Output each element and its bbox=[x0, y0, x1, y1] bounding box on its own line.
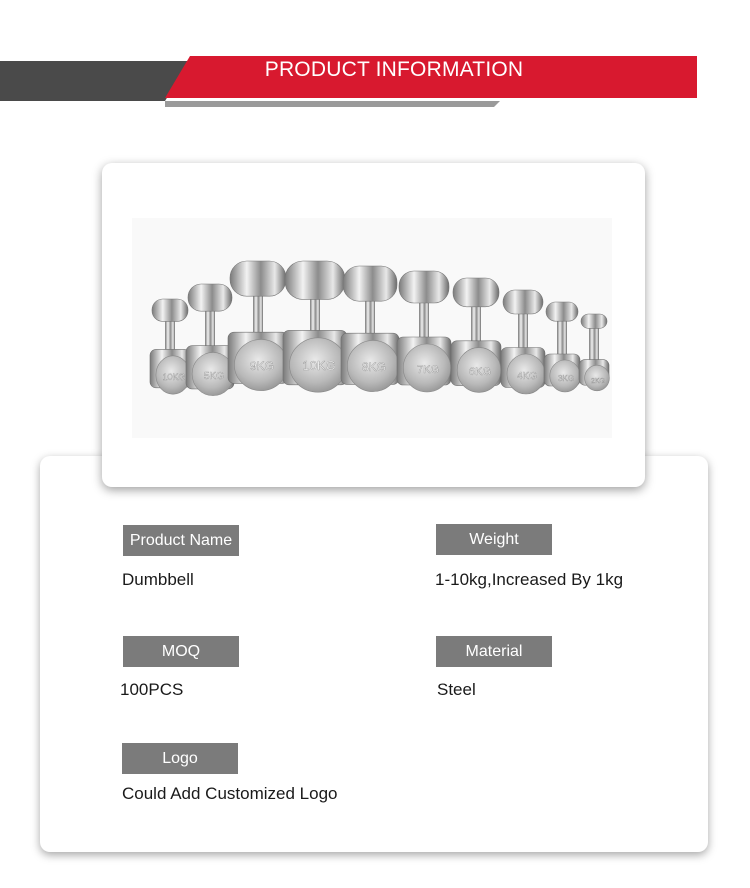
header-banner bbox=[0, 0, 750, 120]
dumbbell-weight-mark: 3KG bbox=[557, 374, 575, 383]
dumbbell-top-head bbox=[230, 261, 286, 296]
dumbbell-photo bbox=[102, 163, 645, 487]
material-value: Steel bbox=[437, 680, 476, 699]
dumbbell-top-head bbox=[188, 284, 232, 311]
dumbbell-weight-mark: 9KG bbox=[249, 359, 275, 373]
moq-label: MOQ bbox=[123, 636, 239, 667]
product-photo-card bbox=[102, 163, 645, 487]
page-title: PRODUCT INFORMATION bbox=[264, 58, 524, 81]
dumbbell-top-head bbox=[399, 271, 449, 303]
dumbbell-top-head bbox=[503, 290, 543, 314]
dumbbell-weight-mark: 8KG bbox=[361, 360, 387, 374]
moq-value: 100PCS bbox=[120, 680, 184, 699]
dumbbell-weight-mark: 6KG bbox=[468, 366, 492, 378]
material-label: Material bbox=[436, 636, 552, 667]
logo-label: Logo bbox=[122, 743, 238, 774]
dumbbell-weight-mark: 7KG bbox=[416, 364, 440, 376]
dumbbell-top-head bbox=[453, 278, 499, 307]
dumbbell-weight-mark: 4KG bbox=[516, 371, 538, 382]
product-name-label: Product Name bbox=[123, 525, 239, 556]
dumbbell-top-head bbox=[343, 266, 397, 301]
banner-shadow bbox=[165, 101, 500, 107]
spec-card bbox=[40, 456, 708, 852]
dumbbell-weight-mark: 10KG bbox=[162, 372, 186, 382]
banner-gray-band bbox=[0, 61, 190, 101]
logo-value: Could Add Customized Logo bbox=[122, 784, 338, 803]
dumbbell-weight-mark: 5KG bbox=[203, 371, 225, 382]
dumbbell-top-head bbox=[285, 261, 345, 299]
dumbbell-weight-mark: 2KG bbox=[590, 378, 606, 385]
weight-value: 1-10kg,Increased By 1kg bbox=[435, 570, 624, 589]
product-name-value: Dumbbell bbox=[122, 570, 194, 589]
dumbbell-top-head bbox=[546, 302, 578, 321]
weight-label: Weight bbox=[436, 524, 552, 555]
dumbbell-top-head bbox=[152, 299, 188, 321]
dumbbell-weight-mark: 10KG bbox=[302, 358, 336, 373]
dumbbell-top-head bbox=[581, 314, 607, 328]
